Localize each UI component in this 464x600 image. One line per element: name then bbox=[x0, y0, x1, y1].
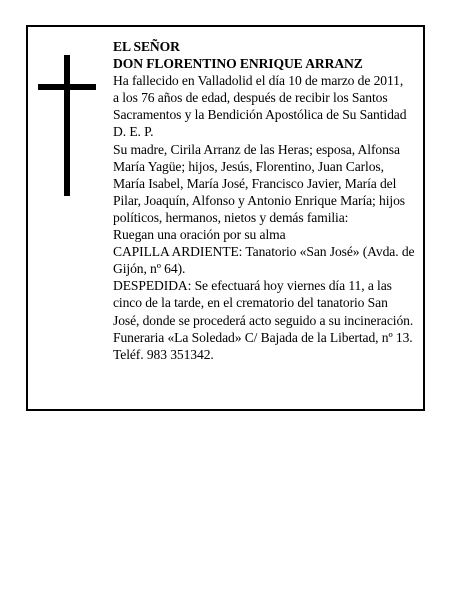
cross-vertical-bar bbox=[64, 55, 70, 196]
body-line: María Yagüe; hijos, Jesús, Florentino, Juan Carlos, bbox=[113, 158, 384, 174]
body-line: cinco de la tarde, en el crematorio del tanatorio San bbox=[113, 295, 388, 311]
notice-title: EL SEÑOR bbox=[113, 39, 180, 54]
body-line: José, donde se procederá acto seguido a su incineración. bbox=[113, 312, 414, 328]
body-line: DESPEDIDA: Se efectuará hoy viernes día 11, a las bbox=[113, 278, 392, 294]
body-line: Pilar, Joaquín, Alfonso y Antonio Enrique María; hijos bbox=[113, 192, 405, 208]
body-line: Ha fallecido en Valladolid el día 10 de marzo de 2011, bbox=[113, 73, 404, 89]
body-line: a los 76 años de edad, después de recibir los Santos bbox=[113, 90, 388, 106]
obituary-text bbox=[113, 38, 431, 363]
deceased-name: DON FLORENTINO ENRIQUE ARRANZ bbox=[113, 56, 363, 72]
body-line: políticos, hermanos, nietos y demás familia: bbox=[113, 209, 349, 225]
body-line: Ruegan una oración por su alma bbox=[113, 227, 286, 243]
body-line: Gijón, nº 64). bbox=[113, 261, 186, 277]
body-line: Funeraria «La Soledad» C/ Bajada de la Libertad, nº 13. bbox=[113, 329, 413, 345]
body-line: Su madre, Cirila Arranz de las Heras; esposa, Alfonsa bbox=[113, 141, 400, 157]
cross-horizontal-bar bbox=[38, 84, 96, 90]
body-line: Teléf. 983 351342. bbox=[113, 346, 214, 362]
body-line: Sacramentos y la Bendición Apostólica de Su Santidad bbox=[113, 107, 407, 123]
body-line: D. E. P. bbox=[113, 124, 154, 140]
body-line: CAPILLA ARDIENTE: Tanatorio «San José» (Avda. de bbox=[113, 244, 415, 260]
body-line: María Isabel, María José, Francisco Javier, María del bbox=[113, 175, 397, 191]
